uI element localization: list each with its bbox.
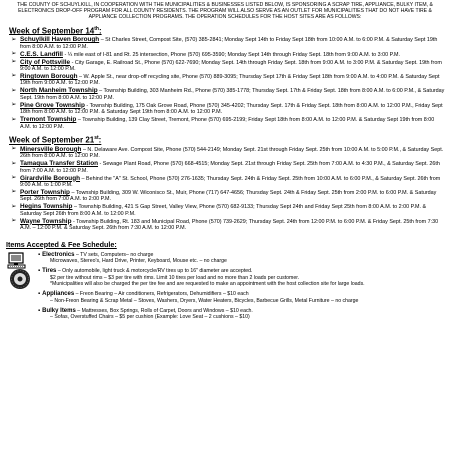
item-line: Microwaves, Stereo's, Hard Drive, Printer, Keyboard, Mouse etc. – no charge: [50, 258, 227, 265]
site-item: [20, 176, 446, 189]
item-line: – Only automobile, light truck & motorcycle/RV tires up to 16" diameter are accepted.: [57, 268, 253, 275]
site-item: [20, 219, 446, 232]
items-heading: Items Accepted & Fee Schedule:: [6, 239, 117, 249]
site-details: - Sewage Plant Road, Phone (570) 668-4515; Monday Sept. 21st through Friday Sept. 25th from 7:00 A.M. to 4:30 P.M., & Saturday Sept. 26th from 7:00 A.M. to 12:00 P.M.: [20, 161, 440, 174]
site-name: Ringtown Borough: [20, 72, 78, 80]
bullet-icon: ▪: [38, 251, 41, 258]
site-name: Porter Township: [20, 188, 70, 196]
item-label: Bulky Items: [42, 307, 76, 314]
site-details: – St Charles Street, Compost Site, (570) 385-2841; Monday Sept 14th to Friday Sept 18th from 10:00 A.M. to 6:00 P.M. & Saturday Sept 19th from 8:00 A.M. to 12:00 P.M.: [20, 37, 438, 50]
site-details: - Township Building, 175 Oak Grove Road, Phone (570) 345-4202; Thursday Sept. 17th & Friday Sept. 18th from 8:00 A.M. to 12:00 P.M., Friday Sept 18th from 8:00 A.M. to 12:00 P.M. & Saturday Sept 19th from 8:00 A.M. to 12:00 P.M.: [20, 102, 443, 116]
site-item: [20, 52, 446, 59]
site-item: [20, 88, 446, 101]
site-item: [20, 37, 446, 50]
item-label: Appliances: [42, 291, 75, 298]
intro-paragraph: THE COUNTY OF SCHUYLKILL, IN COOPERATION WITH THE MUNICIPALITIES & BUSINESSES LISTED BELOW, IS SPONSORING A SCRAP TIRE, APPLIANCE, BULKY ITEM, & ELECTRONICS DROP-OFF PROGRAM FOR ALL COUNTY RESIDENTS. THE PROGRAM WILL ALSO SERVE AS AN OUTLET FOR MUNICIPALITIES THAT DO NOT HAVE TIRE & APPLIANCE COLLECTION PROGRAMS. THE OPERATION SCHEDULES FOR THE HOST SITES ARE AS FOLLOWS:: [17, 2, 433, 21]
site-details: – W. Apple St., near drop-off recycling site, Phone (570) 889-3095; Thursday Sept 17th & Friday Sept 18th from 9:00 A.M. to 4:00 P.M. & Saturday Sept 19th from 9:00 A.M. to 12:00 P.M.: [20, 73, 440, 87]
item-line: $2 per tire without rims – $3 per tire with rims. Limit 10 tires per load and no more than 2 loads per customer.: [50, 274, 300, 281]
bullet-icon: ▪: [38, 291, 41, 298]
week-1-heading-suffix: th: [94, 25, 99, 32]
item-line: – TV sets, Computers– no charge: [75, 251, 154, 258]
site-details: - City Garage, E. Railroad St., Phone (570) 622-7690; Monday Sept. 14th through Friday Sept. 18th from 9:00 A.M. to 3:00 P.M. & Saturday Sept. 19th from 9:00 A.M. to 12:00 P.M.: [20, 59, 442, 73]
site-item: [20, 204, 446, 217]
bullet-icon: ▪: [38, 268, 41, 275]
site-details: – Township Building, 139 Clay Street, Tremont, Phone (570) 695-2199; Friday Sept 18th from 8:00 A.M. to 12:00 P.M. & Saturday Sept 19th from 8:00 A.M. to 12:00 P.M.: [20, 117, 435, 130]
site-details: - ¼ mile east of I-81 and Rt. 25 intersection, Phone (570) 695-3590; Monday Sept 14th through Friday Sept. 18th from 9:00 A.M. to 3:00 P.M.: [64, 51, 400, 58]
item-line: – Non-Freon Bearing & Scrap Metal – Stoves, Washers, Dryers, Water Heaters, Bicycles, Barbecue Grills, Metal Furniture – no charge: [50, 297, 359, 304]
item-line: – Sofas, Overstuffed Chairs – $5 per cushion (Example: Love Seat – 2 cushions – $10): [50, 314, 250, 321]
site-name: City of Pottsville: [20, 58, 71, 66]
week-2-heading-suffix: st: [94, 135, 99, 142]
week-1-heading: Week of September 14th:: [9, 25, 102, 36]
item-label: Tires: [42, 268, 57, 275]
item-line: *Municipalities will also be charged the per tire fee and are requested to make an appointment with the host collection site for large loads.: [50, 280, 365, 287]
week-2-heading-text: Week of September 21: [9, 135, 95, 145]
site-name: C.E.S. Landfill: [20, 50, 63, 58]
week-1-heading-text: Week of September 14: [9, 26, 95, 36]
item-electronics: [0, 252, 450, 265]
site-item: [20, 147, 446, 160]
site-item: [20, 161, 446, 174]
site-name: Minersville Borough: [20, 145, 82, 153]
site-details: – Behind the "A" St. School, Phone (570) 276-1635; Thursday Sept. 24th & Friday Sept. 25th from 10:00 A.M. to 6:00 P.M., & Saturday Sept. 26th from 9:00 A.M. to 1:00 P.M.: [20, 175, 441, 189]
week-2-heading: Week of September 21st:: [9, 135, 102, 145]
item-tires: [0, 268, 450, 287]
site-item: [20, 60, 446, 73]
site-name: Hegins Township: [20, 203, 73, 211]
site-item: [20, 103, 446, 116]
site-name: Girardville Borough: [20, 174, 81, 182]
site-item: [20, 190, 446, 203]
site-details: – Township Building, 309 W. Wiconisco St., Muir, Phone (717) 647-4656; Thursday Sept. 24th & Friday Sept. 25th from 2:00 P.M. to 6:00 P.M. & Saturday Sept. 26th from 7:00 A.M. to 2:00 P.M.: [20, 189, 437, 203]
site-details: – Township Building, 421 S Gap Street, Valley View, Phone (570) 682-9133; Thursday Sept 24th and Friday Sept 25th from 8:00 A.M. to 2:00 P.M. & Saturday Sept 26th from 8:00 A.M. to 12:00 P.M.: [20, 204, 427, 217]
item-bulky: [0, 308, 450, 321]
site-details: – N. Delaware Ave. Compost Site, Phone (570) 544-2149; Monday Sept. 21st through Friday Sept. 25th from 10:00 A.M. to 5:00 P.M., & Saturday Sept. 26th from 8:00 A.M. to 12:00 P.M.: [20, 146, 444, 160]
site-item: [20, 117, 446, 130]
week-1-site-list: [0, 37, 450, 130]
tire-icon: [6, 268, 34, 290]
site-name: Tamaqua Transfer Station: [20, 160, 99, 168]
computer-icon: [6, 252, 30, 270]
site-name: North Manheim Township: [20, 87, 98, 95]
bullet-icon: ▪: [38, 307, 41, 314]
site-name: Tremont Township: [20, 116, 77, 124]
item-line: – Freon Bearing – Air conditioners, Refrigerators, Dehumidifiers – $10 each: [75, 291, 249, 298]
item-line: – Mattresses, Box Springs, Rolls of Carpet, Doors and Windows – $10 each.: [77, 307, 253, 314]
item-appliances: [0, 291, 450, 304]
site-name: Pine Grove Township: [20, 101, 85, 109]
site-details: – Township Building, 303 Manheim Rd., Phone (570) 385-1778; Thursday Sept. 17th & Friday Sept. 18th from 8:00 A.M. to 6:00 P.M., & Saturday Sept. 19th from 8:00 A.M. to 12:00 P.M.: [20, 88, 445, 101]
site-name: Schuylkill Haven Borough: [20, 36, 100, 44]
site-details: - Township Building, Rt. 183 and Municipal Road, Phone (570) 739-2629; Thursday Sept. 24th from 12:00 P.M. to 6:00 P.M. & Friday Sept. 25th from 7:30 A.M. – 12:00 P.M. & Saturday Sept. 26th from 7:30 A.M. to 12:00 P.M.: [20, 218, 439, 232]
site-item: [20, 74, 446, 87]
item-label: Electronics: [42, 251, 75, 258]
week-2-site-list: [0, 147, 450, 232]
site-name: Wayne Township: [20, 217, 72, 225]
